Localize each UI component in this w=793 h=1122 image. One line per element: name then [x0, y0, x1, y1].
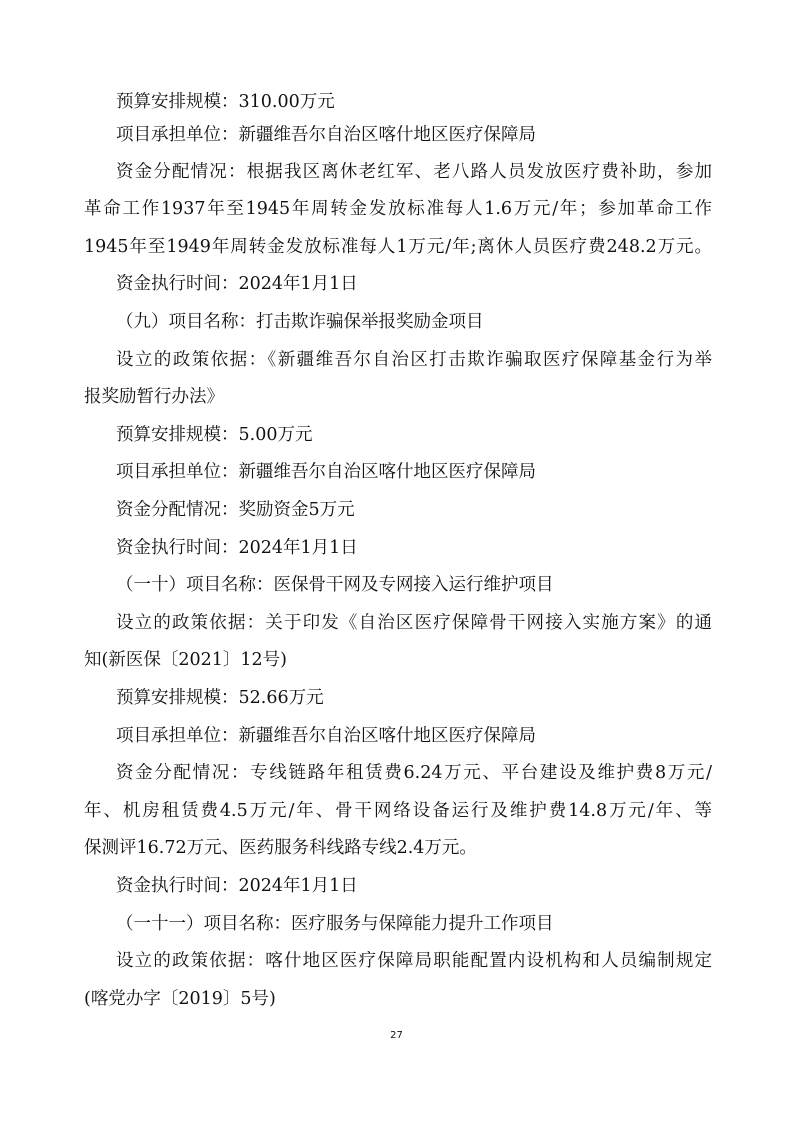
text-line: 资金分配情况：专线链路年租赁费6.24万元、平台建设及维护费8万元/: [116, 763, 712, 783]
text-line: 项目承担单位：新疆维吾尔自治区喀什地区医疗保障局: [116, 125, 536, 145]
text-line: 预算安排规模：5.00万元: [116, 425, 313, 445]
text-line: 资金执行时间：2024年1月1日: [116, 538, 358, 558]
text-line: 1945年至1949年周转金发放标准每人1万元/年;离休人员医疗费248.2万元。: [84, 237, 712, 257]
text-line: 革命工作1937年至1945年周转金发放标准每人1.6万元/年；参加革命工作: [84, 199, 712, 219]
text-line: 项目承担单位：新疆维吾尔自治区喀什地区医疗保障局: [116, 726, 536, 746]
section-heading: （一十一）项目名称：医疗服务与保障能力提升工作项目: [116, 914, 554, 934]
text-line: 资金执行时间：2024年1月1日: [116, 274, 358, 294]
text-line: 预算安排规模：310.00万元: [116, 92, 335, 112]
section-heading: （一十）项目名称：医保骨干网及专网接入运行维护项目: [116, 575, 554, 595]
text-line: 设立的政策依据：《新疆维吾尔自治区打击欺诈骗取医疗保障基金行为举: [116, 350, 712, 370]
text-line: (喀党办字〔2019〕5号): [84, 989, 276, 1009]
text-line: 预算安排规模：52.66万元: [116, 688, 324, 708]
text-line: 设立的政策依据：关于印发《自治区医疗保障骨干网接入实施方案》的通: [116, 613, 712, 633]
text-line: 保测评16.72万元、医药服务科线路专线2.4万元。: [84, 838, 477, 858]
page-number: 27: [390, 1030, 403, 1041]
section-heading: （九）项目名称：打击欺诈骗保举报奖励金项目: [116, 312, 484, 332]
text-line: 知(新医保〔2021〕12号): [84, 650, 287, 670]
text-line: 资金分配情况：奖励资金5万元: [116, 500, 355, 520]
text-line: 设立的政策依据：喀什地区医疗保障局职能配置内设机构和人员编制规定: [116, 951, 712, 971]
text-line: 项目承担单位：新疆维吾尔自治区喀什地区医疗保障局: [116, 462, 536, 482]
text-line: 报奖励暂行办法》: [84, 387, 224, 407]
text-line: 资金分配情况：根据我区离休老红军、老八路人员发放医疗费补助，参加: [116, 162, 712, 182]
text-line: 资金执行时间：2024年1月1日: [116, 876, 358, 896]
text-line: 年、机房租赁费4.5万元/年、骨干网络设备运行及维护费14.8万元/年、等: [84, 801, 712, 821]
